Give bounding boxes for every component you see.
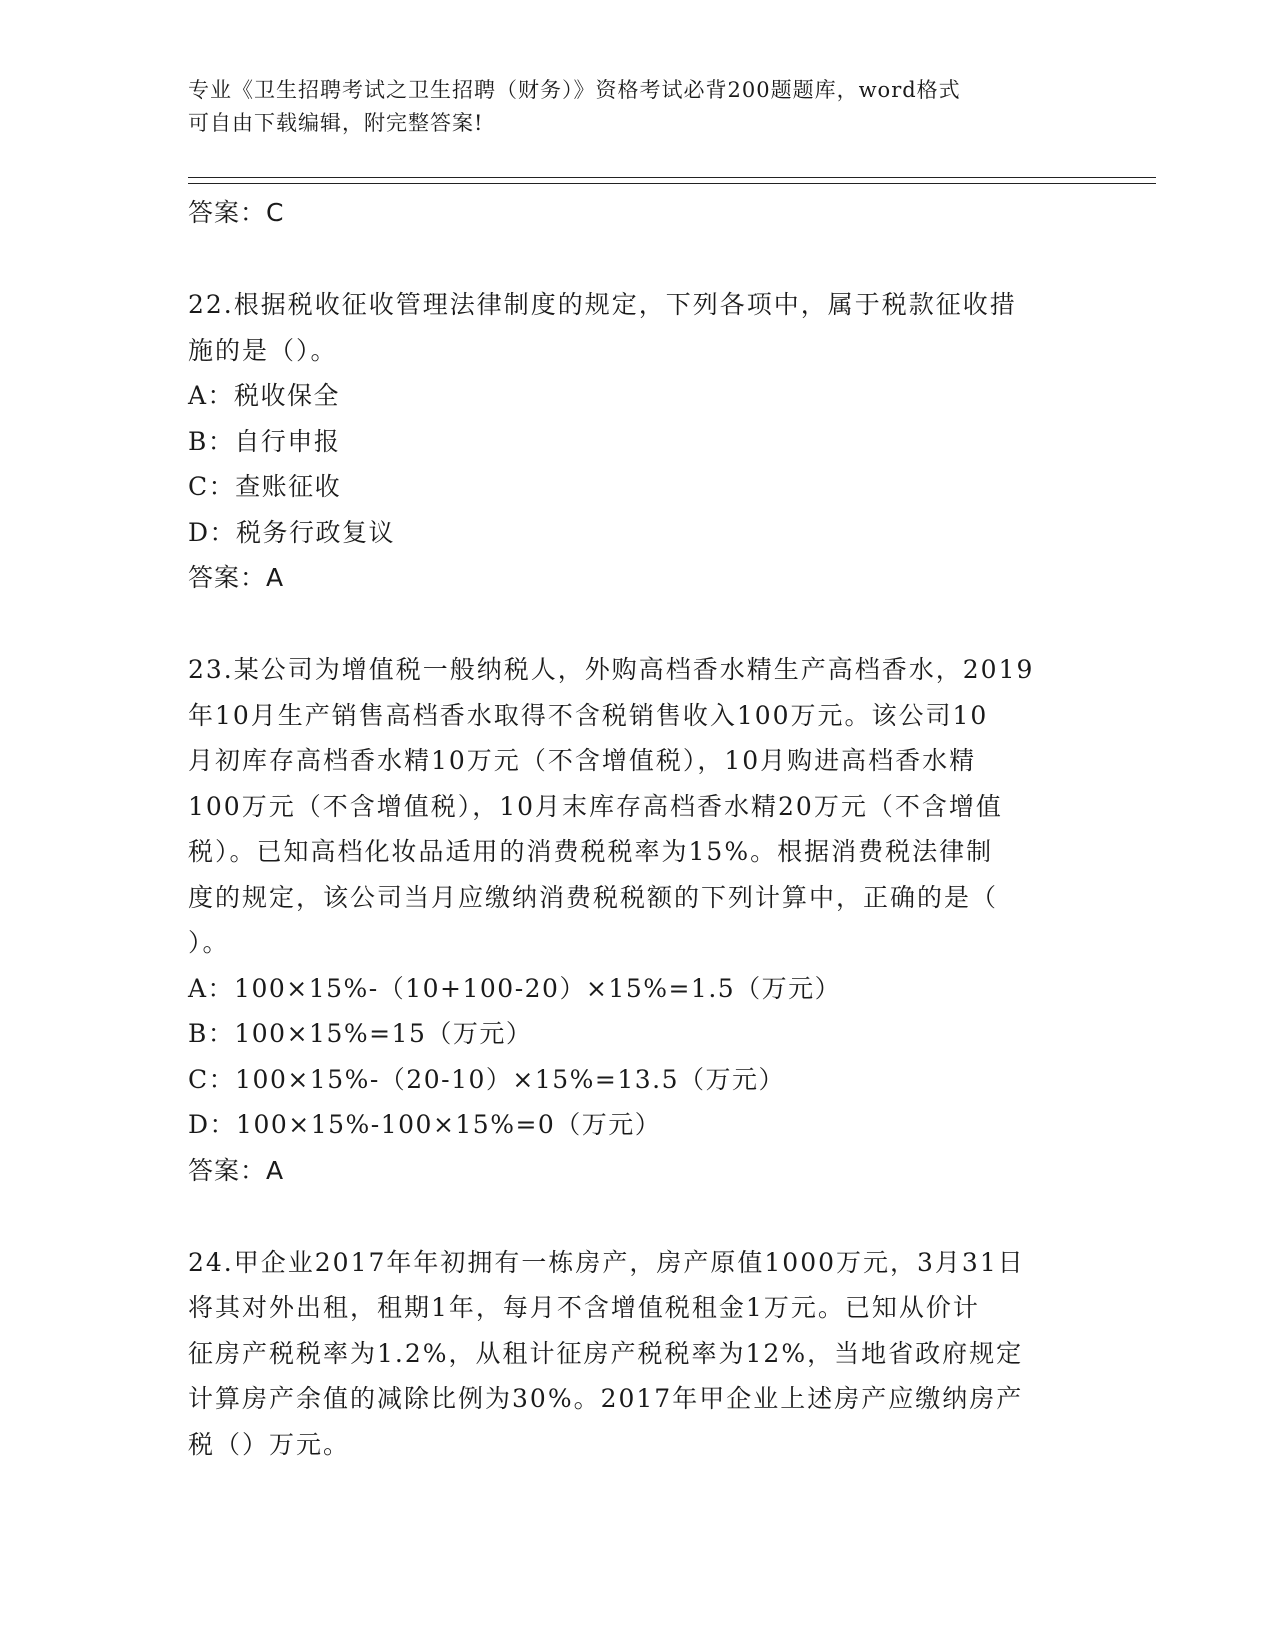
question-text-line: 度的规定，该公司当月应缴纳消费税税额的下列计算中，正确的是（	[188, 882, 999, 912]
header-rule-bottom	[188, 183, 1156, 184]
question-text-line: 24.甲企业2017年年初拥有一栋房产，房产原值1000万元，3月31日	[188, 1247, 1025, 1277]
spacer	[188, 236, 1078, 282]
question-text-line: 23.某公司为增值税一般纳税人，外购高档香水精生产高档香水，2019	[188, 655, 1035, 684]
answer-line: 答案：A	[188, 563, 285, 592]
header-line-1: 专业《卫生招聘考试之卫生招聘（财务）》资格考试必背200题题库，word格式	[188, 78, 961, 102]
question-text-line: 税（）万元。	[188, 1429, 351, 1459]
question-text-line: 100万元（不含增值税），10月末库存高档香水精20万元（不含增值	[188, 791, 1003, 821]
question-text-line: 征房产税税率为1.2%，从租计征房产税税率为12%，当地省政府规定	[188, 1338, 1024, 1368]
option-d: D：税务行政复议	[188, 517, 396, 547]
question-24	[188, 1240, 1078, 1468]
question-text-line: ）。	[188, 928, 230, 957]
question-text-line: 月初库存高档香水精10万元（不含增值税），10月购进高档香水精	[188, 746, 977, 775]
header-line-2: 可自由下载编辑，附完整答案!	[188, 111, 484, 135]
answer-line: 答案：C	[188, 198, 285, 227]
answer-line: 答案：A	[188, 1155, 285, 1185]
option-c: C：100×15%-（20-10）×15%=13.5（万元）	[188, 1064, 786, 1094]
question-22	[188, 282, 1078, 601]
question-23	[188, 647, 1078, 1194]
document-header	[188, 74, 1068, 140]
option-a: A：税收保全	[188, 381, 341, 410]
spacer	[188, 601, 1078, 647]
question-text-line: 施的是（）。	[188, 335, 338, 365]
question-text-line: 计算房产余值的减除比例为30%。2017年甲企业上述房产应缴纳房产	[188, 1384, 1024, 1413]
option-b: B：100×15%=15（万元）	[188, 1019, 533, 1048]
option-d: D：100×15%-100×15%=0（万元）	[188, 1110, 662, 1139]
document-body	[188, 190, 1078, 1467]
header-rule-top	[188, 177, 1156, 178]
question-text-line: 将其对外出租，租期1年，每月不含增值税租金1万元。已知从价计	[188, 1293, 980, 1322]
question-text-line: 年10月生产销售高档香水取得不含税销售收入100万元。该公司10	[188, 700, 989, 730]
option-c: C：查账征收	[188, 472, 342, 501]
question-text-line: 税）。已知高档化妆品适用的消费税税率为15%。根据消费税法律制	[188, 837, 994, 866]
question-text-line: 22.根据税收征收管理法律制度的规定，下列各项中，属于税款征收措	[188, 290, 1017, 319]
option-b: B：自行申报	[188, 426, 341, 456]
spacer	[188, 1194, 1078, 1240]
option-a: A：100×15%-（10+100-20）×15%=1.5（万元）	[188, 973, 842, 1003]
